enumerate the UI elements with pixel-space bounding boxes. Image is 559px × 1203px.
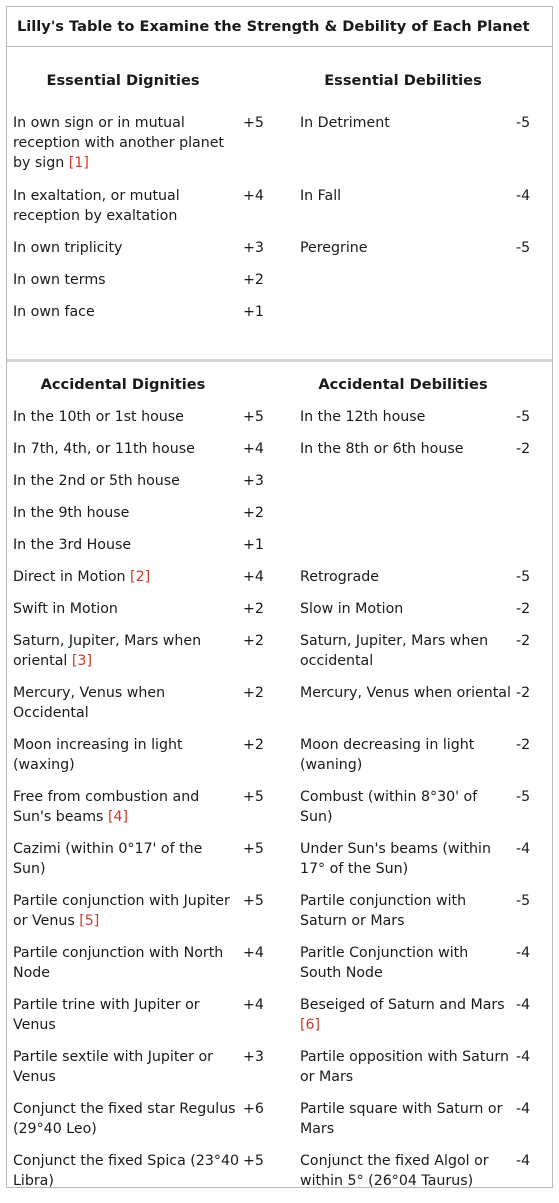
- debility-cell-text: Paritle Conjunction with South Node: [300, 945, 469, 981]
- dignity-cell: [7, 407, 239, 439]
- essential-dignities-heading: Essential Dignities: [46, 71, 200, 89]
- debility-cell-text: In the 8th or 6th house: [300, 441, 464, 457]
- debility-cell-text: Under Sun's beams (within 17° of the Sun): [300, 841, 491, 877]
- debility-cell-text: In Fall: [300, 188, 342, 204]
- footnote-reference-link[interactable]: [2]: [130, 569, 151, 585]
- dignity-cell-text: In own triplicity: [13, 240, 123, 256]
- dignity-cell: [7, 503, 239, 535]
- debility-cell: [294, 943, 512, 995]
- dignity-cell: [7, 186, 239, 238]
- dignity-score: [239, 787, 294, 839]
- dignity-cell-text: In the 3rd House: [13, 537, 132, 553]
- debility-cell: [294, 186, 512, 238]
- dignity-cell: [7, 113, 239, 186]
- debility-score-text: -2: [516, 441, 531, 457]
- dignity-cell: [7, 567, 239, 599]
- dignity-cell: [7, 839, 239, 891]
- dignity-cell: [7, 891, 239, 943]
- debility-score-text: -4: [516, 841, 531, 857]
- dignity-score: [239, 503, 294, 535]
- debility-cell-text: Slow in Motion: [300, 601, 404, 617]
- footnote-reference-link[interactable]: [1]: [68, 155, 89, 171]
- dignity-cell: [7, 1099, 239, 1151]
- debility-score-text: -5: [516, 115, 531, 131]
- debility-score-text: -5: [516, 569, 531, 585]
- debility-cell-text: Conjunct the fixed Algol or within 5° (26°04 Taurus): [300, 1153, 489, 1189]
- dignity-score-text: +5: [243, 1153, 264, 1169]
- debility-score: [512, 113, 552, 186]
- dignity-cell-text: Free from combustion and Sun's beams: [13, 789, 200, 825]
- debility-cell-text: Saturn, Jupiter, Mars when occidental: [300, 633, 489, 669]
- dignity-score-text: +4: [243, 945, 264, 961]
- table-row: [7, 567, 552, 599]
- debility-cell-text: In Detriment: [300, 115, 390, 131]
- debility-score: [512, 787, 552, 839]
- dignity-cell: [7, 302, 239, 334]
- debility-score: [512, 302, 552, 334]
- dignity-cell-text: Saturn, Jupiter, Mars when oriental: [13, 633, 202, 669]
- debility-score-text: -4: [516, 1153, 531, 1169]
- dignity-cell-text: Partile sextile with Jupiter or Venus: [13, 1049, 213, 1085]
- debility-score: [512, 839, 552, 891]
- table-row: [7, 407, 552, 439]
- dignity-score: [239, 238, 294, 270]
- debility-cell: [294, 270, 512, 302]
- dignity-cell-text: In own terms: [13, 272, 106, 288]
- table-row: [7, 995, 552, 1047]
- dignity-cell-text: Moon increasing in light (waxing): [13, 737, 183, 773]
- dignity-score-text: +3: [243, 240, 264, 256]
- footnote-reference-link[interactable]: [5]: [79, 913, 100, 929]
- debility-cell-text: Combust (within 8°30' of Sun): [300, 789, 478, 825]
- table-row: [7, 471, 552, 503]
- essential-debilities-heading: Essential Debilities: [324, 71, 482, 89]
- dignity-cell: [7, 683, 239, 735]
- dignity-score-text: +5: [243, 789, 264, 805]
- debility-cell: [294, 407, 512, 439]
- table-row: [7, 1047, 552, 1099]
- dignity-score-text: +5: [243, 409, 264, 425]
- table-row: [7, 599, 552, 631]
- dignity-score: [239, 599, 294, 631]
- dignity-cell: [7, 1047, 239, 1099]
- debility-cell: [294, 503, 512, 535]
- table-row: [7, 439, 552, 471]
- table-row: [7, 1151, 552, 1203]
- dignity-cell: [7, 631, 239, 683]
- table-row: [7, 186, 552, 238]
- debility-cell-text: Beseiged of Saturn and Mars: [300, 997, 505, 1013]
- dignity-score-text: +2: [243, 505, 264, 521]
- debility-score-text: -2: [516, 633, 531, 649]
- debility-cell: [294, 567, 512, 599]
- debility-cell-text: Partile opposition with Saturn or Mars: [300, 1049, 509, 1085]
- dignity-cell: [7, 735, 239, 787]
- debility-score: [512, 535, 552, 567]
- dignity-score: [239, 735, 294, 787]
- planet-strength-table: [6, 6, 553, 1188]
- debility-cell: [294, 471, 512, 503]
- debility-cell-text: Mercury, Venus when oriental: [300, 685, 511, 701]
- debility-score: [512, 995, 552, 1047]
- dignity-cell-text: In 7th, 4th, or 11th house: [13, 441, 195, 457]
- debility-score-text: -5: [516, 409, 531, 425]
- dignity-score-text: +2: [243, 737, 264, 753]
- table-row: [7, 787, 552, 839]
- table-row: [7, 839, 552, 891]
- table-row: [7, 270, 552, 302]
- dignity-cell-text: Partile conjunction with North Node: [13, 945, 224, 981]
- debility-score-text: -4: [516, 945, 531, 961]
- debility-score: [512, 735, 552, 787]
- dignity-score-text: +6: [243, 1101, 264, 1117]
- dignity-score-text: +1: [243, 537, 264, 553]
- dignity-cell-text: In the 9th house: [13, 505, 130, 521]
- debility-score: [512, 238, 552, 270]
- dignity-cell: [7, 1151, 239, 1203]
- debility-score: [512, 1151, 552, 1203]
- debility-score: [512, 943, 552, 995]
- debility-score: [512, 503, 552, 535]
- dignity-score-text: +2: [243, 633, 264, 649]
- dignity-cell: [7, 238, 239, 270]
- debility-cell: [294, 439, 512, 471]
- dignity-score: [239, 439, 294, 471]
- dignity-cell: [7, 535, 239, 567]
- dignity-cell-text: In own face: [13, 304, 95, 320]
- debility-cell: [294, 839, 512, 891]
- table-row: [7, 238, 552, 270]
- debility-score: [512, 439, 552, 471]
- debility-cell: [294, 535, 512, 567]
- dignity-score: [239, 567, 294, 599]
- dignity-score-text: +5: [243, 115, 264, 131]
- dignity-cell: [7, 270, 239, 302]
- debility-score: [512, 683, 552, 735]
- table-title: Lilly's Table to Examine the Strength & Debility of Each Planet: [7, 7, 552, 47]
- dignity-cell-text: In own sign or in mutual reception with another planet by sign: [13, 115, 224, 171]
- debility-score: [512, 407, 552, 439]
- dignity-score: [239, 995, 294, 1047]
- debility-cell: [294, 995, 512, 1047]
- dignity-cell-text: In the 2nd or 5th house: [13, 473, 180, 489]
- dignity-score: [239, 839, 294, 891]
- dignity-cell-text: In exaltation, or mutual reception by exaltation: [13, 188, 180, 224]
- debility-cell: [294, 1151, 512, 1203]
- debility-cell: [294, 302, 512, 334]
- debility-cell-text: Retrograde: [300, 569, 379, 585]
- table-row: [7, 1099, 552, 1151]
- footnote-reference-link[interactable]: [6]: [300, 1017, 321, 1033]
- debility-score: [512, 891, 552, 943]
- table-row: [7, 503, 552, 535]
- debility-score-text: -4: [516, 997, 531, 1013]
- dignity-score: [239, 302, 294, 334]
- dignity-score: [239, 683, 294, 735]
- debility-cell: [294, 787, 512, 839]
- debility-cell-text: Partile square with Saturn or Mars: [300, 1101, 503, 1137]
- dignity-cell-text: Mercury, Venus when Occidental: [13, 685, 166, 721]
- dignity-score: [239, 631, 294, 683]
- table-row: [7, 943, 552, 995]
- dignity-cell: [7, 943, 239, 995]
- debility-score-text: -5: [516, 240, 531, 256]
- dignity-score: [239, 186, 294, 238]
- dignity-score: [239, 535, 294, 567]
- table-row: [7, 683, 552, 735]
- debility-cell-text: Moon decreasing in light (waning): [300, 737, 475, 773]
- footnote-reference-link[interactable]: [4]: [107, 809, 129, 825]
- debility-score-text: -2: [516, 737, 531, 753]
- dignity-cell: [7, 995, 239, 1047]
- essential-rows: [7, 113, 552, 334]
- dignity-cell-text: Direct in Motion: [13, 569, 126, 585]
- dignity-cell-text: Conjunct the fixed star Regulus (29°40 Leo): [13, 1101, 236, 1137]
- table-row: [7, 631, 552, 683]
- debility-score-text: -5: [516, 893, 531, 909]
- dignity-score: [239, 113, 294, 186]
- dignity-score-text: +1: [243, 304, 264, 320]
- dignity-table: [7, 47, 552, 1203]
- table-row: [7, 735, 552, 787]
- dignity-score: [239, 891, 294, 943]
- dignity-cell-text: Cazimi (within 0°17' of the Sun): [13, 841, 203, 877]
- table-row: [7, 113, 552, 186]
- dignity-cell-text: Swift in Motion: [13, 601, 118, 617]
- debility-score-text: -4: [516, 1101, 531, 1117]
- debility-cell: [294, 238, 512, 270]
- debility-score-text: -4: [516, 1049, 531, 1065]
- debility-score-text: -2: [516, 601, 531, 617]
- footnote-reference-link[interactable]: [3]: [71, 653, 92, 669]
- debility-cell: [294, 683, 512, 735]
- dignity-score: [239, 1047, 294, 1099]
- dignity-score-text: +2: [243, 601, 264, 617]
- debility-cell: [294, 631, 512, 683]
- dignity-score-text: +5: [243, 841, 264, 857]
- dignity-score: [239, 1151, 294, 1203]
- dignity-cell-text: Partile conjunction with Jupiter or Venus: [13, 893, 230, 929]
- debility-score: [512, 186, 552, 238]
- debility-cell: [294, 735, 512, 787]
- dignity-score-text: +4: [243, 997, 264, 1013]
- dignity-score: [239, 471, 294, 503]
- debility-score: [512, 599, 552, 631]
- dignity-cell-text: Partile trine with Jupiter or Venus: [13, 997, 200, 1033]
- dignity-score-text: +2: [243, 685, 264, 701]
- debility-cell-text: In the 12th house: [300, 409, 426, 425]
- debility-score-text: -2: [516, 685, 531, 701]
- debility-cell: [294, 1099, 512, 1151]
- accidental-dignities-heading: Accidental Dignities: [40, 376, 206, 393]
- dignity-score: [239, 943, 294, 995]
- debility-cell: [294, 113, 512, 186]
- debility-score: [512, 631, 552, 683]
- debility-cell-text: Partile conjunction with Saturn or Mars: [300, 893, 467, 929]
- debility-score: [512, 270, 552, 302]
- debility-score: [512, 1047, 552, 1099]
- accidental-rows: [7, 407, 552, 1203]
- dignity-score-text: +4: [243, 441, 264, 457]
- table-row: [7, 302, 552, 334]
- debility-cell: [294, 1047, 512, 1099]
- dignity-score-text: +3: [243, 1049, 264, 1065]
- dignity-score-text: +2: [243, 272, 264, 288]
- table-row: [7, 535, 552, 567]
- dignity-score: [239, 270, 294, 302]
- dignity-cell: [7, 471, 239, 503]
- dignity-cell-text: Conjunct the fixed Spica (23°40 Libra): [13, 1153, 240, 1189]
- debility-score-text: -4: [516, 188, 531, 204]
- dignity-score-text: +4: [243, 188, 264, 204]
- debility-score: [512, 471, 552, 503]
- dignity-cell: [7, 439, 239, 471]
- dignity-cell: [7, 599, 239, 631]
- dignity-score-text: +3: [243, 473, 264, 489]
- dignity-score-text: +4: [243, 569, 264, 585]
- dignity-score: [239, 1099, 294, 1151]
- debility-score: [512, 567, 552, 599]
- section-divider: [7, 334, 552, 373]
- dignity-score: [239, 407, 294, 439]
- dignity-cell-text: In the 10th or 1st house: [13, 409, 184, 425]
- accidental-debilities-heading: Accidental Debilities: [318, 376, 488, 393]
- dignity-cell: [7, 787, 239, 839]
- debility-score-text: -5: [516, 789, 531, 805]
- debility-cell: [294, 891, 512, 943]
- debility-score: [512, 1099, 552, 1151]
- table-row: [7, 891, 552, 943]
- dignity-score-text: +5: [243, 893, 264, 909]
- debility-cell: [294, 599, 512, 631]
- debility-cell-text: Peregrine: [300, 240, 368, 256]
